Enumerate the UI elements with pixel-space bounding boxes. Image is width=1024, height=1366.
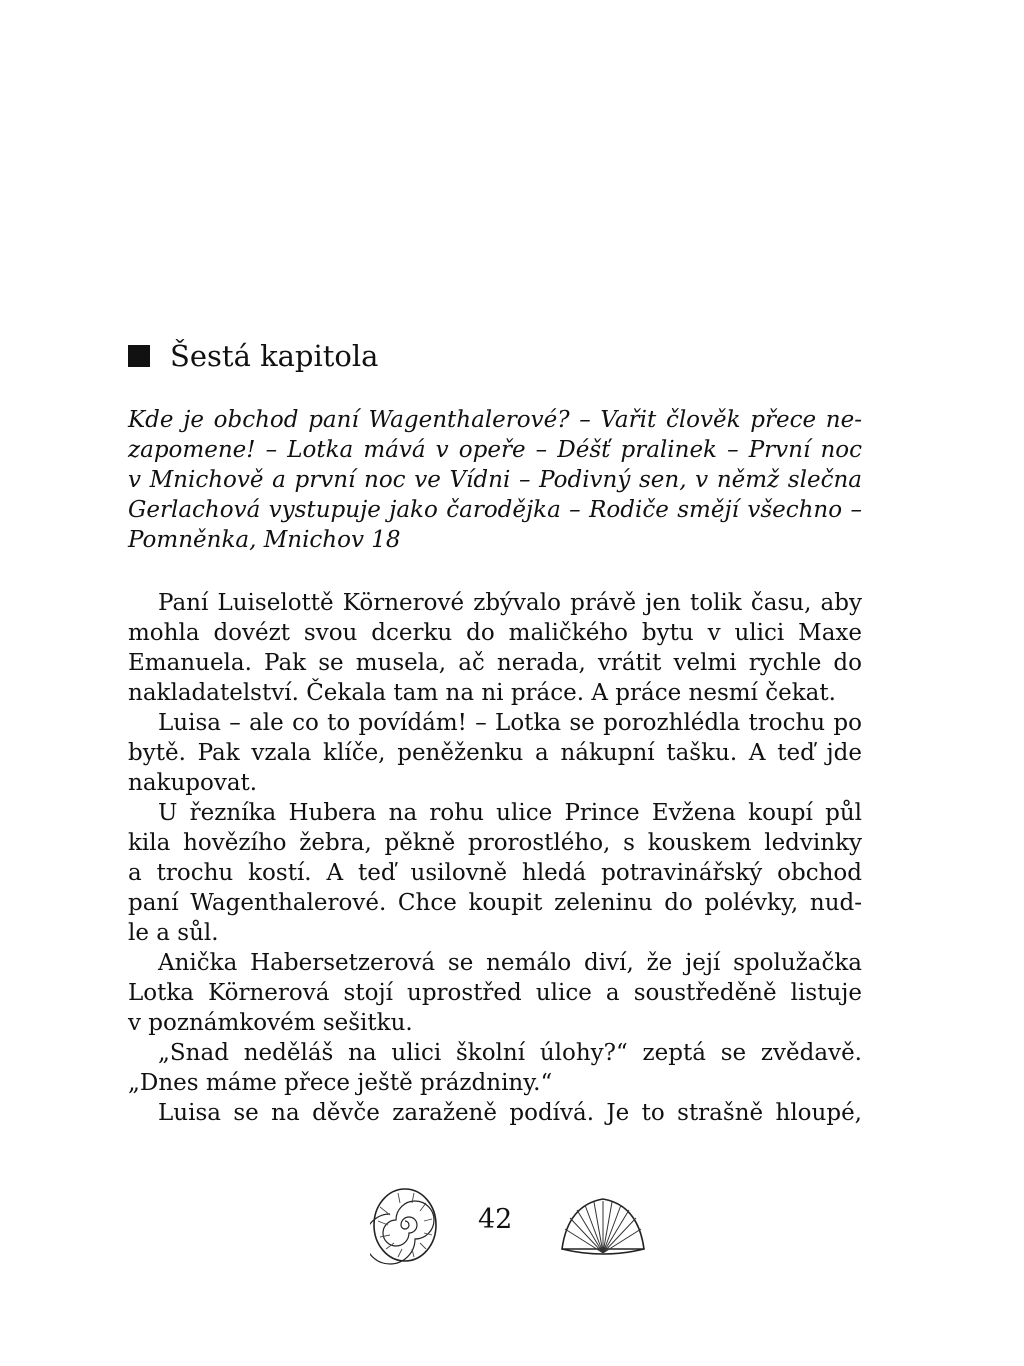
body-line: bytě. Pak vzala klíče, peněženku a nákupní tašku. A teď jde [128, 740, 862, 766]
page-number: 42 [478, 1204, 513, 1235]
body-line: Luisa se na děvče zaraženě podívá. Je to strašně hloupé, [158, 1100, 862, 1126]
synopsis-line: Kde je obchod paní Wagenthalerové? – Vařit člověk přece ne- [128, 407, 862, 433]
body-text [128, 588, 862, 1128]
body-line: nakupovat. [128, 770, 258, 796]
synopsis-line: Gerlachová vystupuje jako čarodějka – Rodiče smějí všechno – [128, 497, 862, 523]
body-line: Luisa – ale co to povídám! – Lotka se porozhlédla trochu po [158, 710, 862, 736]
body-line: v poznámkovém sešitku. [128, 1010, 413, 1036]
synopsis-line: Pomněnka, Mnichov 18 [128, 527, 401, 553]
spiral-shell-icon [370, 1185, 440, 1265]
body-line: le a sůl. [128, 920, 219, 946]
chapter-heading [128, 336, 378, 376]
body-line: „Snad neděláš na ulici školní úlohy?“ zeptá se zvědavě. [158, 1040, 862, 1066]
chapter-title: Šestá kapitola [170, 339, 379, 373]
body-line: Anička Habersetzerová se nemálo diví, že její spolužačka [158, 950, 862, 976]
scallop-shell-icon [558, 1193, 648, 1259]
body-line: Paní Luiselottě Körnerové zbývalo právě jen tolik času, aby [158, 590, 862, 616]
body-line: Lotka Körnerová stojí uprostřed ulice a soustředěně listuje [128, 980, 862, 1006]
body-line: mohla dovézt svou dcerku do maličkého bytu v ulici Maxe [128, 620, 862, 646]
body-line: kila hovězího žebra, pěkně prorostlého, s kouskem ledvinky [128, 830, 862, 856]
body-line: U řezníka Hubera na rohu ulice Prince Evžena koupí půl [158, 800, 862, 826]
synopsis-line: v Mnichově a první noc ve Vídni – Podivný sen, v němž slečna [128, 467, 862, 493]
body-line: paní Wagenthalerové. Chce koupit zeleninu do polévky, nud- [128, 890, 862, 916]
body-line: Emanuela. Pak se musela, ač nerada, vrátit velmi rychle do [128, 650, 862, 676]
square-bullet-icon [128, 345, 150, 367]
body-line: „Dnes máme přece ještě prázdniny.“ [128, 1070, 553, 1096]
body-line: a trochu kostí. A teď usilovně hledá potravinářský obchod [128, 860, 862, 886]
chapter-synopsis [128, 405, 862, 555]
page-footer [0, 1185, 1024, 1275]
synopsis-line: zapomene! – Lotka mává v opeře – Déšť pralinek – První noc [128, 437, 862, 463]
body-line: nakladatelství. Čekala tam na ni práce. A práce nesmí čekat. [128, 680, 836, 706]
